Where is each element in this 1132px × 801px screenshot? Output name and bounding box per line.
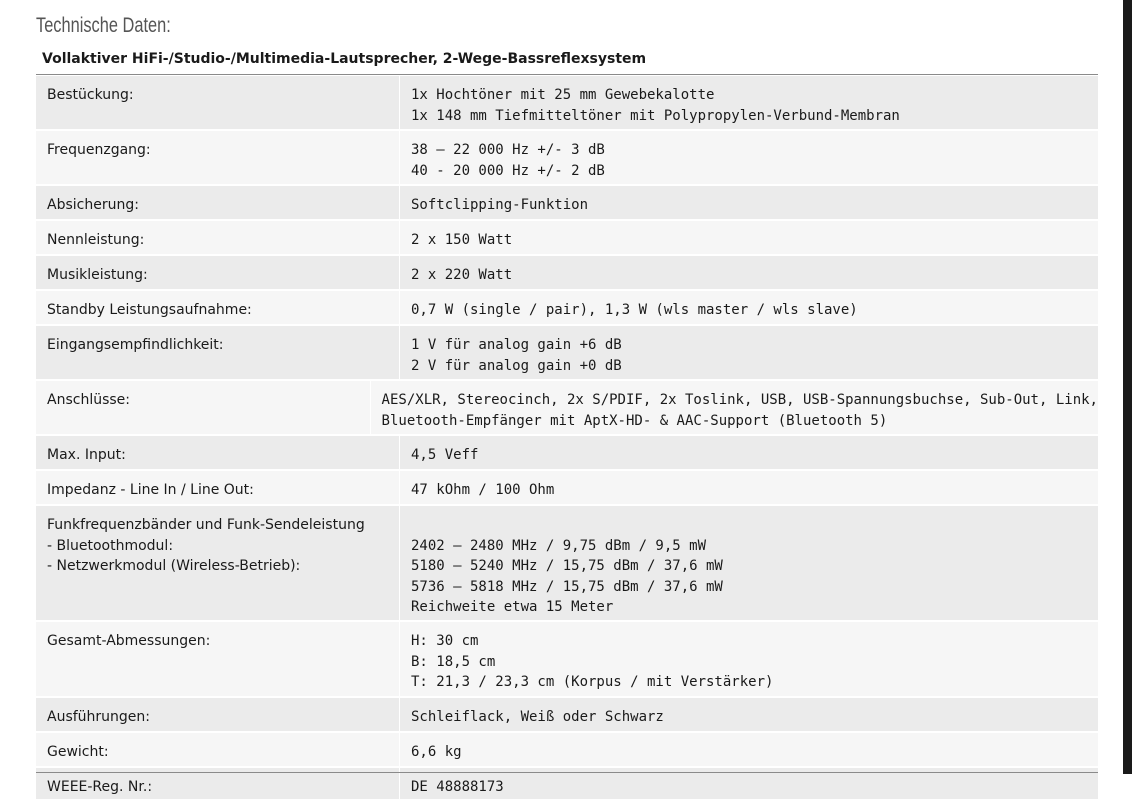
spec-value-line: DE 48888173 — [411, 779, 504, 795]
spec-value — [400, 256, 1098, 289]
spec-label-line: Ausführungen: — [47, 709, 151, 725]
spec-value — [400, 471, 1098, 504]
spec-value-line: 1 V für analog gain +6 dB — [411, 337, 622, 353]
spec-value — [400, 76, 1098, 129]
spec-value-line: 5180 – 5240 MHz / 15,75 dBm / 37,6 mW — [411, 558, 723, 574]
spec-value-line: AES/XLR, Stereocinch, 2x S/PDIF, 2x Toslink, USB, USB-Spannungsbuchse, Sub-Out, Link, — [381, 392, 1098, 408]
spec-label-line: Musikleistung: — [47, 267, 148, 283]
table-row — [36, 326, 1098, 381]
spec-label-line: Nennleistung: — [47, 232, 145, 248]
spec-label-line: Funkfrequenzbänder und Funk-Sendeleistung — [47, 517, 365, 533]
spec-value-line: 6,6 kg — [411, 744, 462, 760]
spec-label — [36, 131, 400, 184]
spec-label-line: Eingangsempfindlichkeit: — [47, 337, 224, 353]
spec-value — [400, 506, 1098, 620]
top-divider — [36, 74, 1098, 75]
spec-value — [400, 622, 1098, 696]
spec-label — [36, 471, 400, 504]
spec-value-line — [411, 515, 1098, 536]
spec-value-line: 38 – 22 000 Hz +/- 3 dB — [411, 142, 605, 158]
table-row — [36, 76, 1098, 131]
table-row — [36, 131, 1098, 186]
table-row — [36, 256, 1098, 291]
spec-label — [36, 381, 371, 434]
spec-label-line: WEEE-Reg. Nr.: — [47, 779, 153, 795]
spec-value-line: 2 V für analog gain +0 dB — [411, 357, 622, 374]
bottom-divider — [36, 772, 1098, 773]
spec-label-line: - Netzwerkmodul (Wireless-Betrieb): — [47, 558, 301, 574]
spec-value-line: B: 18,5 cm — [411, 653, 496, 670]
spec-label — [36, 326, 400, 379]
spec-label-line: Impedanz - Line In / Line Out: — [47, 482, 254, 498]
spec-label — [36, 256, 400, 289]
table-row — [36, 698, 1098, 733]
spec-value — [400, 733, 1098, 766]
spec-value-line: Schleiflack, Weiß oder Schwarz — [411, 709, 664, 725]
spec-value-line: T: 21,3 / 23,3 cm (Korpus / mit Verstärker) — [411, 674, 774, 690]
spec-value-line: 2 x 220 Watt — [411, 267, 513, 283]
spec-value-line: Reichweite etwa 15 Meter — [411, 599, 614, 615]
spec-value-line: 47 kOhm / 100 Ohm — [411, 482, 555, 498]
spec-value — [400, 698, 1098, 731]
table-row — [36, 381, 1098, 436]
spec-value-line: 2402 – 2480 MHz / 9,75 dBm / 9,5 mW — [411, 537, 707, 554]
table-row — [36, 436, 1098, 471]
table-row — [36, 622, 1098, 698]
spec-value-line: Softclipping-Funktion — [411, 197, 589, 213]
table-row — [36, 221, 1098, 256]
spec-value-line: 0,7 W (single / pair), 1,3 W (wls master / wls slave) — [411, 302, 858, 318]
spec-label — [36, 291, 400, 324]
spec-label-line: Standby Leistungsaufnahme: — [47, 302, 252, 318]
table-row — [36, 506, 1098, 622]
page-title: Technische Daten: — [36, 14, 171, 37]
spec-value — [400, 326, 1098, 379]
spec-label — [36, 221, 400, 254]
spec-value-line: 4,5 Veff — [411, 447, 479, 463]
spec-label-line: Anschlüsse: — [47, 392, 130, 408]
spec-value — [400, 436, 1098, 469]
spec-value-line: 5736 – 5818 MHz / 15,75 dBm / 37,6 mW — [411, 578, 723, 595]
table-row — [36, 186, 1098, 221]
window-edge — [1123, 0, 1132, 774]
table-row — [36, 291, 1098, 326]
spec-table — [36, 76, 1098, 801]
spec-value-line: 40 - 20 000 Hz +/- 2 dB — [411, 162, 605, 179]
spec-label — [36, 733, 400, 766]
spec-label — [36, 698, 400, 731]
spec-value-line: H: 30 cm — [411, 633, 479, 649]
spec-label — [36, 76, 400, 129]
table-row — [36, 471, 1098, 506]
spec-value — [400, 291, 1098, 324]
spec-value-line: 1x 148 mm Tiefmitteltöner mit Polypropylen-Verbund-Membran — [411, 107, 900, 124]
spec-label-line: Gesamt-Abmessungen: — [47, 633, 211, 649]
product-subtitle: Vollaktiver HiFi-/Studio-/Multimedia-Lautsprecher, 2-Wege-Bassreflexsystem — [42, 51, 647, 67]
spec-label — [36, 622, 400, 696]
spec-label — [36, 506, 400, 620]
spec-label-line: Gewicht: — [47, 744, 109, 760]
spec-label-line: Absicherung: — [47, 197, 139, 213]
spec-label — [36, 186, 400, 219]
spec-value — [400, 131, 1098, 184]
spec-value-line: Bluetooth-Empfänger mit AptX-HD- & AAC-Support (Bluetooth 5) — [381, 412, 888, 429]
spec-value — [400, 221, 1098, 254]
spec-label-line: - Bluetoothmodul: — [47, 537, 174, 554]
spec-value-line: 1x Hochtöner mit 25 mm Gewebekalotte — [411, 87, 715, 103]
spec-label-line: Max. Input: — [47, 447, 126, 463]
table-row — [36, 733, 1098, 768]
spec-label-line: Frequenzgang: — [47, 142, 151, 158]
spec-value-line: 2 x 150 Watt — [411, 232, 513, 248]
spec-value — [400, 186, 1098, 219]
spec-label-line: Bestückung: — [47, 87, 134, 103]
spec-value — [371, 381, 1098, 434]
spec-label — [36, 436, 400, 469]
